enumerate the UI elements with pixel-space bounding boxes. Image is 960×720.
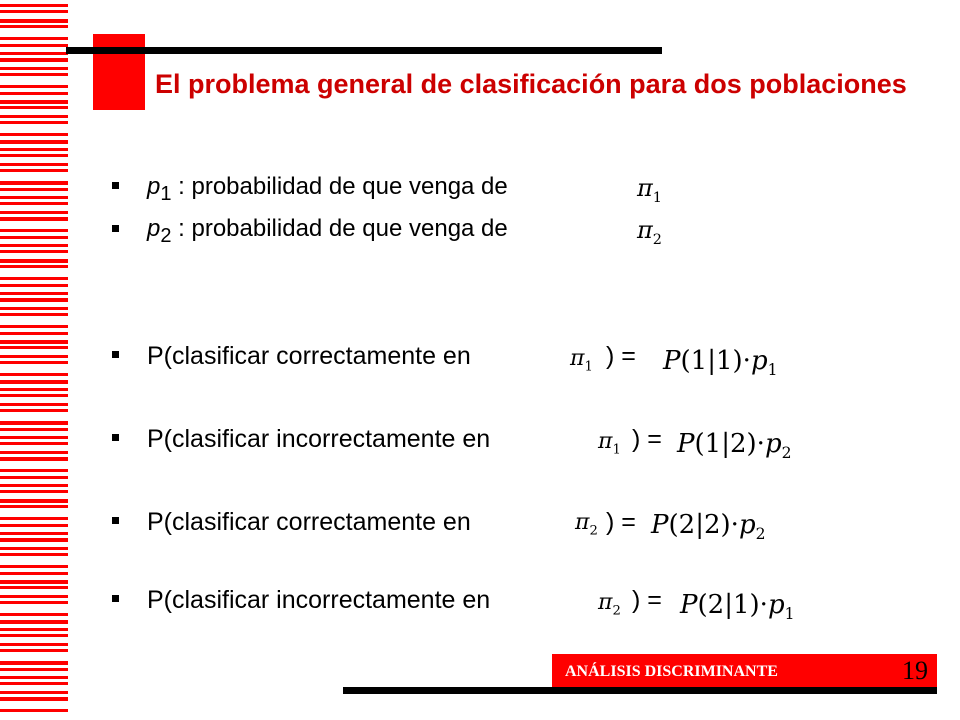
stripe — [0, 565, 68, 568]
equals-sign: ) = — [606, 342, 636, 370]
stripe — [0, 10, 68, 13]
stripe — [0, 346, 68, 349]
stripe — [0, 421, 68, 425]
stripe — [0, 44, 68, 47]
stripe — [0, 250, 68, 253]
stripe — [0, 188, 68, 191]
stripe — [0, 85, 68, 88]
stripe — [0, 73, 68, 76]
bottom-rule — [343, 687, 937, 694]
stripe — [0, 361, 68, 364]
stripe — [0, 524, 68, 527]
stripe — [0, 133, 68, 136]
stripe — [0, 403, 68, 406]
formula-correct-pi1: $P(1|1)\cdot p_1$ — [663, 346, 778, 380]
stripe — [0, 490, 68, 493]
formula-incorrect-pi2: $P(2|1)\cdot p_1$ — [680, 590, 795, 624]
stripe — [0, 332, 68, 335]
stripe — [0, 532, 68, 535]
stripe — [0, 100, 68, 104]
stripe — [0, 380, 68, 384]
stripe — [0, 58, 68, 62]
stripe — [0, 211, 68, 214]
stripe — [0, 517, 68, 520]
stripe — [0, 25, 68, 28]
stripe — [0, 676, 68, 679]
pi-symbol: $\pi_1$ — [637, 174, 662, 206]
stripe — [0, 373, 68, 376]
stripe — [0, 67, 68, 70]
stripe — [0, 428, 68, 431]
decorative-stripes — [0, 0, 68, 720]
stripe — [0, 668, 68, 671]
stripe — [0, 196, 68, 199]
stripe — [0, 634, 68, 637]
stripe — [0, 442, 68, 445]
stripe — [0, 691, 68, 694]
formula-incorrect-pi1: $P(1|2)\cdot p_2$ — [677, 429, 792, 463]
stripe — [0, 92, 68, 95]
equals-sign: ) = — [632, 586, 662, 614]
stripe — [0, 121, 68, 124]
stripe — [0, 457, 68, 461]
stripe — [0, 451, 68, 454]
bullet-marker — [112, 182, 119, 189]
stripe — [0, 37, 68, 40]
prob-incorrect-pi1: P(clasificar incorrectamente en — [147, 425, 491, 453]
stripe — [0, 154, 68, 157]
pi-symbol: $\pi_1$ — [598, 429, 621, 458]
stripe — [0, 580, 68, 584]
stripe — [0, 436, 68, 439]
stripe — [0, 572, 68, 575]
equals-sign: ) = — [632, 425, 662, 453]
stripe — [0, 307, 68, 310]
stripe — [0, 115, 68, 118]
title-accent-block — [93, 34, 145, 110]
stripe — [0, 265, 68, 268]
stripe — [0, 409, 68, 412]
pi-symbol: $\pi_2$ — [575, 510, 598, 539]
stripe — [0, 106, 68, 109]
bullet-marker — [112, 595, 119, 602]
pi-symbol: $\pi_1$ — [570, 346, 593, 375]
equals-sign: ) = — [606, 508, 636, 536]
bullet-marker — [112, 434, 119, 441]
stripe — [0, 284, 68, 287]
stripe — [0, 476, 68, 479]
stripe — [0, 202, 68, 205]
stripe — [0, 628, 68, 631]
slide-title: El problema general de clasificación para dos poblaciones — [155, 69, 907, 99]
stripe — [0, 547, 68, 550]
stripe — [0, 236, 68, 239]
pi-symbol: $\pi_2$ — [598, 590, 621, 619]
top-rule — [66, 47, 662, 54]
stripe — [0, 394, 68, 397]
footer-label: ANÁLISIS DISCRIMINANTE — [565, 663, 778, 680]
stripe — [0, 217, 68, 221]
bullet-marker — [112, 517, 119, 524]
stripe — [0, 298, 68, 302]
stripe — [0, 649, 68, 652]
stripe — [0, 140, 68, 144]
stripe — [0, 388, 68, 391]
stripe — [0, 586, 68, 589]
stripe — [0, 244, 68, 247]
stripe — [0, 469, 68, 472]
stripe — [0, 181, 68, 185]
stripe — [0, 148, 68, 151]
stripe — [0, 643, 68, 646]
stripe — [0, 553, 68, 556]
stripe — [0, 499, 68, 503]
prob-correct-pi1: P(clasificar correctamente en — [147, 342, 471, 370]
stripe — [0, 229, 68, 232]
stripe — [0, 595, 68, 598]
page-number: 19 — [902, 656, 928, 685]
stripe — [0, 169, 68, 172]
stripe — [0, 4, 68, 7]
stripe — [0, 313, 68, 316]
bullet-marker — [112, 225, 119, 232]
stripe — [0, 259, 68, 263]
stripe — [0, 277, 68, 280]
stripe — [0, 355, 68, 358]
stripe — [0, 505, 68, 508]
bullet-p2: $p_2$ : probabilidad de que venga de — [147, 215, 508, 247]
stripe — [0, 484, 68, 487]
stripe — [0, 163, 68, 166]
stripe — [0, 661, 68, 665]
stripe — [0, 620, 68, 624]
stripe — [0, 325, 68, 328]
prob-incorrect-pi2: P(clasificar incorrectamente en — [147, 586, 491, 614]
stripe — [0, 613, 68, 616]
stripe — [0, 538, 68, 542]
stripe — [0, 601, 68, 604]
stripe — [0, 292, 68, 295]
stripe — [0, 697, 68, 701]
stripe — [0, 52, 68, 55]
pi-symbol: $\pi_2$ — [637, 216, 662, 248]
stripe — [0, 19, 68, 23]
bullet-marker — [112, 351, 119, 358]
bullet-p1: $p_1$ : probabilidad de que venga de — [147, 173, 508, 205]
stripe — [0, 340, 68, 344]
prob-correct-pi2: P(clasificar correctamente en — [147, 508, 471, 536]
stripe — [0, 682, 68, 685]
stripe — [0, 709, 68, 712]
formula-correct-pi2: $P(2|2)\cdot p_2$ — [651, 510, 766, 544]
